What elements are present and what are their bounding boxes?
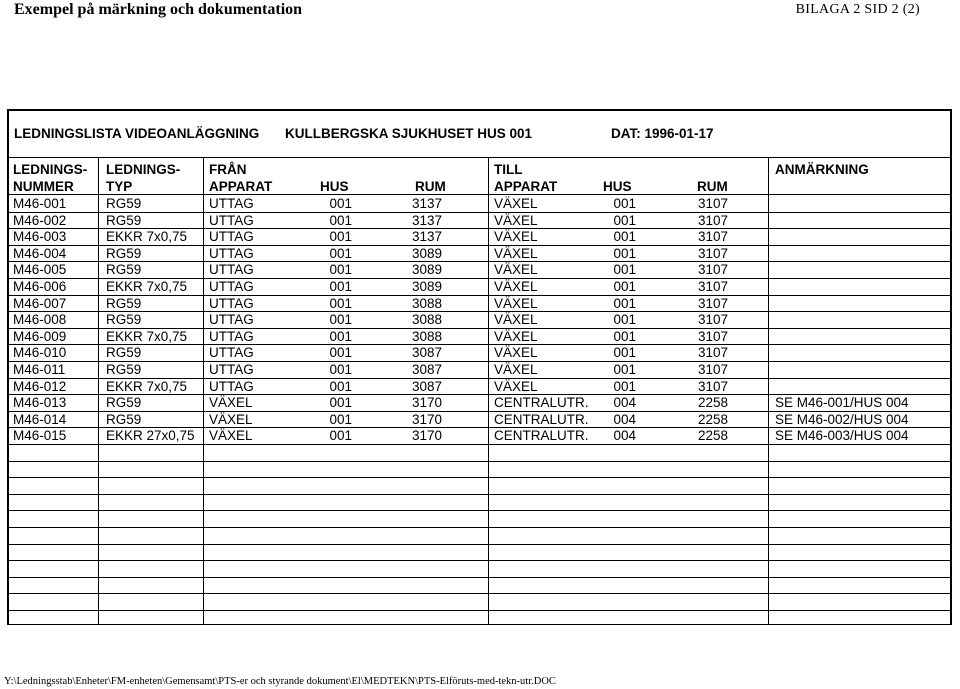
col-header-number: LEDNINGS- [13,162,88,177]
from-device-cell: UTTAG [209,262,254,277]
to-building-cell: 001 [613,229,636,244]
from-device-cell: UTTAG [209,213,254,228]
from-building-cell: 001 [329,329,352,344]
to-room-cell: 3107 [697,312,728,327]
cable-type-cell: RG59 [106,345,142,360]
row-line [8,510,951,511]
to-device-cell: VÄXEL [494,312,538,327]
from-building-cell: 001 [329,395,352,410]
to-device-cell: VÄXEL [494,345,538,360]
from-building-cell: 001 [329,279,352,294]
row-line [8,361,951,362]
cable-type-cell: RG59 [106,296,142,311]
to-building-cell: 004 [613,428,636,443]
from-room-cell: 3170 [411,428,442,443]
to-building-cell: 001 [613,213,636,228]
list-title: LEDNINGSLISTA VIDEOANLÄGGNING [14,126,260,141]
from-device-cell: UTTAG [209,329,254,344]
to-device-cell: CENTRALUTR. [494,412,589,427]
from-device-cell: VÄXEL [209,428,253,443]
to-building-cell: 001 [613,362,636,377]
from-device-cell: UTTAG [209,379,254,394]
from-device-cell: UTTAG [209,312,254,327]
to-room-cell: 3107 [697,246,728,261]
cable-number-cell: M46-001 [13,196,67,211]
from-device-cell: VÄXEL [209,412,253,427]
cable-number-cell: M46-011 [13,362,66,377]
row-line [8,577,951,578]
to-device-cell: VÄXEL [494,262,538,277]
from-device-cell: UTTAG [209,345,254,360]
to-device-cell: VÄXEL [494,279,538,294]
col-header-remark: ANMÄRKNING [775,162,869,177]
from-device-cell: UTTAG [209,229,254,244]
from-building-cell: 001 [329,246,352,261]
cable-type-cell: RG59 [106,196,142,211]
to-device-cell: VÄXEL [494,296,538,311]
col-header-from-device: APPARAT [209,179,273,194]
remark-cell: SE M46-003/HUS 004 [775,428,909,443]
to-device-cell: CENTRALUTR. [494,428,589,443]
to-device-cell: VÄXEL [494,229,538,244]
from-building-cell: 001 [329,196,352,211]
to-building-cell: 001 [613,379,636,394]
row-line [8,527,951,528]
to-building-cell: 001 [613,246,636,261]
cable-type-cell: EKKR 27x0,75 [106,428,195,443]
cable-number-cell: M46-014 [13,412,67,427]
cable-number-cell: M46-012 [13,379,67,394]
col-header-to-device: APPARAT [494,179,558,194]
to-device-cell: VÄXEL [494,362,538,377]
from-room-cell: 3088 [411,296,442,311]
from-room-cell: 3087 [411,362,442,377]
site-name: KULLBERGSKA SJUKHUSET HUS 001 [285,126,533,141]
from-building-cell: 001 [329,345,352,360]
to-building-cell: 001 [613,345,636,360]
cable-number-cell: M46-002 [13,213,67,228]
to-room-cell: 2258 [697,428,728,443]
cable-type-cell: RG59 [106,362,142,377]
to-building-cell: 001 [613,329,636,344]
to-device-cell: VÄXEL [494,196,538,211]
from-room-cell: 3089 [411,262,442,277]
to-room-cell: 3107 [697,279,728,294]
to-building-cell: 001 [613,312,636,327]
file-path-footer: Y:\Ledningsstab\Enheter\FM-enheten\Gemensamt\PTS-er och styrande dokument\El\MEDTEKN\PTS-Elföruts-med-tekn-utr.DOC [4,676,556,687]
col-header-to-building: HUS [603,179,632,194]
from-device-cell: UTTAG [209,296,254,311]
from-room-cell: 3089 [411,279,442,294]
list-date: DAT: 1996-01-17 [611,126,714,141]
cable-number-cell: M46-008 [13,312,67,327]
to-room-cell: 3107 [697,296,728,311]
cable-number-cell: M46-013 [13,395,67,410]
to-room-cell: 2258 [697,412,728,427]
from-building-cell: 001 [329,312,352,327]
col-header-type: LEDNINGS- [106,162,181,177]
to-room-cell: 3107 [697,379,728,394]
to-device-cell: VÄXEL [494,213,538,228]
row-line [8,494,951,495]
from-building-cell: 001 [329,362,352,377]
to-room-cell: 3107 [697,362,728,377]
cable-type-cell: RG59 [106,395,142,410]
cable-type-cell: EKKR 7x0,75 [106,229,188,244]
to-device-cell: VÄXEL [494,329,538,344]
row-line [8,261,951,262]
to-room-cell: 3107 [697,262,728,277]
to-building-cell: 001 [613,262,636,277]
to-device-cell: CENTRALUTR. [494,395,589,410]
col-header-to-room: RUM [697,179,728,194]
cable-type-cell: EKKR 7x0,75 [106,379,188,394]
row-line [8,245,951,246]
col-header-type: TYP [106,179,133,194]
remark-cell: SE M46-002/HUS 004 [775,412,909,427]
from-room-cell: 3170 [411,412,442,427]
from-device-cell: UTTAG [209,279,254,294]
to-room-cell: 3107 [697,196,728,211]
from-room-cell: 3088 [411,329,442,344]
cable-number-cell: M46-009 [13,329,67,344]
to-room-cell: 3107 [697,229,728,244]
col-header-from-building: HUS [320,179,349,194]
from-room-cell: 3088 [411,312,442,327]
from-room-cell: 3137 [411,213,442,228]
cable-type-cell: RG59 [106,262,142,277]
header-top-line [8,157,951,158]
col-header-from-room: RUM [415,179,446,194]
cable-type-cell: RG59 [106,213,142,228]
row-line [8,444,951,445]
cable-number-cell: M46-004 [13,246,67,261]
to-building-cell: 004 [613,412,636,427]
to-room-cell: 3107 [697,329,728,344]
row-line [8,477,951,478]
to-device-cell: VÄXEL [494,246,538,261]
to-building-cell: 001 [613,279,636,294]
from-building-cell: 001 [329,213,352,228]
remark-cell: SE M46-001/HUS 004 [775,395,909,410]
row-line [8,212,951,213]
from-building-cell: 001 [329,428,352,443]
cable-number-cell: M46-007 [13,296,67,311]
cable-number-cell: M46-005 [13,262,67,277]
cable-type-cell: RG59 [106,312,142,327]
cable-number-cell: M46-006 [13,279,67,294]
document-title: Exempel på märkning och dokumentation [14,1,303,18]
to-device-cell: VÄXEL [494,379,538,394]
from-room-cell: 3137 [411,196,442,211]
row-line [8,544,951,545]
from-building-cell: 001 [329,379,352,394]
col-header-to: TILL [494,162,523,177]
to-building-cell: 004 [613,395,636,410]
cable-type-cell: RG59 [106,246,142,261]
cable-type-cell: RG59 [106,412,142,427]
from-building-cell: 001 [329,296,352,311]
from-building-cell: 001 [329,262,352,277]
cable-number-cell: M46-003 [13,229,67,244]
to-room-cell: 3107 [697,345,728,360]
page-indicator: BILAGA 2 SID 2 (2) [795,2,920,17]
col-header-number: NUMMER [13,179,74,194]
from-device-cell: VÄXEL [209,395,253,410]
from-room-cell: 3089 [411,246,442,261]
from-device-cell: UTTAG [209,196,254,211]
from-room-cell: 3137 [411,229,442,244]
from-building-cell: 001 [329,412,352,427]
cable-list-frame [7,109,952,625]
to-room-cell: 2258 [697,395,728,410]
row-line [8,610,951,611]
row-line [8,461,951,462]
from-building-cell: 001 [329,229,352,244]
to-building-cell: 001 [613,296,636,311]
cable-number-cell: M46-010 [13,345,67,360]
from-room-cell: 3087 [411,379,442,394]
to-building-cell: 001 [613,196,636,211]
header-bottom-line [8,194,951,195]
from-room-cell: 3087 [411,345,442,360]
row-line [8,593,951,594]
from-device-cell: UTTAG [209,246,254,261]
from-device-cell: UTTAG [209,362,254,377]
to-room-cell: 3107 [697,213,728,228]
cable-type-cell: EKKR 7x0,75 [106,329,188,344]
from-room-cell: 3170 [411,395,442,410]
row-line [8,311,951,312]
row-line [8,560,951,561]
cable-type-cell: EKKR 7x0,75 [106,279,188,294]
col-header-from: FRÅN [209,162,247,177]
cable-number-cell: M46-015 [13,428,67,443]
row-line [8,295,951,296]
